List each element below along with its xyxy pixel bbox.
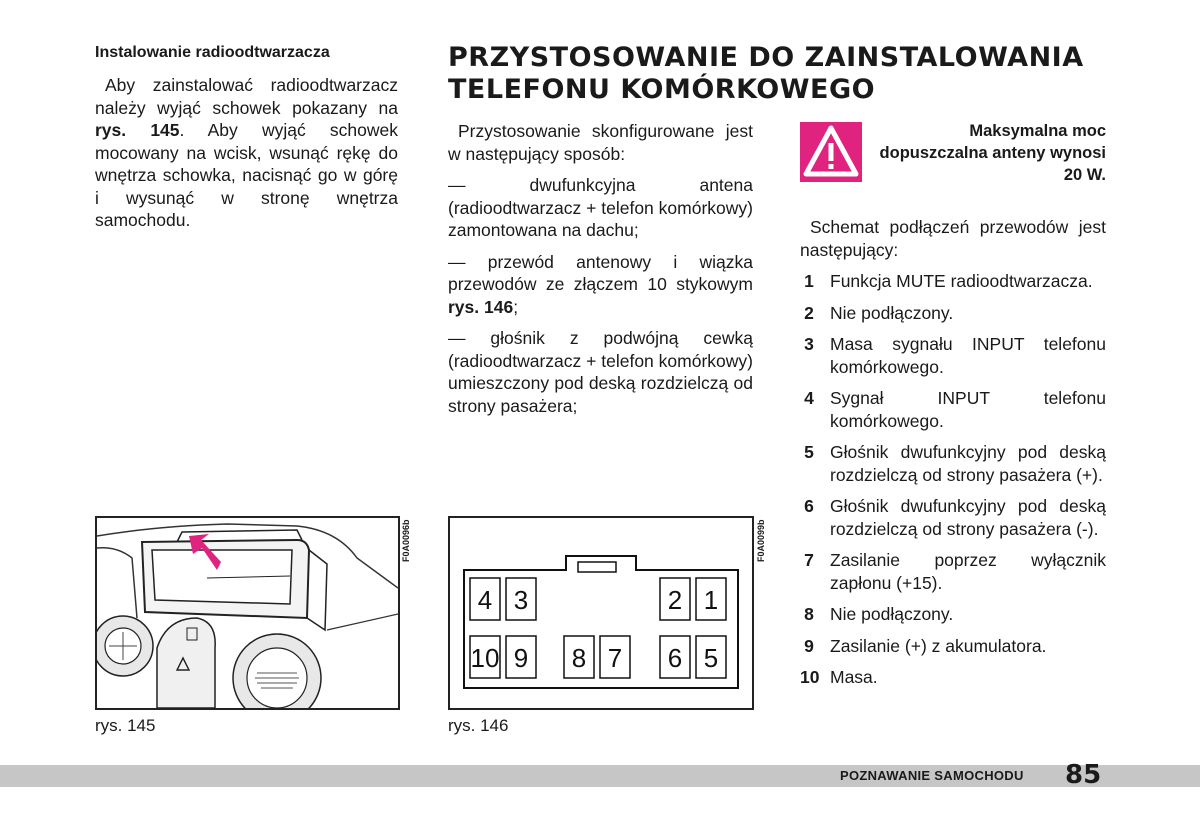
list-item: [800, 635, 1106, 658]
pinout-description: [800, 216, 1106, 698]
pin-description: Sygnał INPUT telefonu komórkowego.: [830, 388, 1106, 431]
pin-number: 3: [804, 334, 814, 354]
list-item: [800, 333, 1106, 378]
pin-number: 10: [800, 667, 820, 687]
warning-icon: [800, 122, 862, 182]
pin-label: 9: [513, 643, 529, 673]
adaptation-item-speaker: — głośnik z podwójną cewką (radioodtwarzacz + telefon komórkowy) umieszczony pod deską rozdzielczą od strony pasażera;: [448, 328, 753, 416]
adaptation-item-antenna: — dwufunkcyjna antena (radioodtwarzacz + telefon komórkowy) zamontowana na dachu;: [448, 175, 753, 240]
figure-glovebox: [95, 516, 400, 710]
pin-label: 2: [667, 585, 683, 615]
pin-description: Masa.: [830, 667, 878, 687]
pin-label: 5: [703, 643, 719, 673]
figure-ref-145: rys. 145: [95, 120, 180, 140]
pin-description: Funkcja MUTE radioodtwarzacza.: [830, 271, 1093, 291]
list-item: [800, 603, 1106, 626]
pin-label: 4: [477, 585, 493, 615]
pin-number: 5: [804, 442, 814, 462]
wiring-text-end: ;: [513, 296, 519, 317]
pin-description: Zasilanie (+) z akumulatora.: [830, 635, 1047, 656]
title-line-1: PRZYSTOSOWANIE DO ZAINSTALOWANIA: [448, 42, 1084, 73]
figure-code: F0A0096b: [401, 519, 411, 562]
figure-caption: rys. 145: [95, 716, 156, 735]
section-heading: Instalowanie radioodtwarzacza: [95, 44, 330, 61]
figure-code: F0A0099b: [756, 519, 766, 562]
pin-description: Nie podłączony.: [830, 604, 954, 624]
pin-description: Masa sygnału INPUT telefonu komórkowego.: [830, 334, 1106, 377]
warning-text: Maksymalna moc dopuszczalna anteny wynosi 20 W.: [879, 122, 1106, 184]
figure-caption: rys. 146: [448, 716, 509, 735]
pinout-intro: Schemat podłączeń przewodów jest następujący:: [800, 217, 1106, 260]
glovebox-illustration: [97, 518, 398, 708]
pin-number: 9: [804, 635, 814, 656]
pin-label: 6: [667, 643, 683, 673]
wiring-text: — przewód antenowy i wiązka przewodów ze złączem 10 stykowym: [448, 251, 753, 294]
install-text-a: Aby zainstalować radioodtwarzacz należy wyjąć schowek pokazany na: [95, 75, 398, 118]
pin-description: Zasilanie poprzez wyłącznik zapłonu (+15).: [830, 550, 1106, 593]
list-item: [800, 387, 1106, 432]
list-item: [800, 549, 1106, 594]
figure-connector: [448, 516, 754, 710]
pin-number: 1: [804, 271, 814, 291]
title-line-2: TELEFONU KOMÓRKOWEGO: [448, 74, 876, 105]
list-item: [800, 270, 1106, 293]
page-number: 85: [1065, 760, 1102, 790]
pin-label: 1: [703, 585, 719, 615]
pin-number: 4: [804, 388, 814, 408]
install-text-b: . Aby wyjąć schowek mocowany na wcisk, wsunąć rękę do wnętrza schowka, nacisnąć go w górę i wysunąć w stronę wnętrza samochodu.: [95, 120, 398, 230]
pin-label: 8: [571, 643, 587, 673]
pinout-list: [800, 270, 1106, 689]
list-item: [800, 441, 1106, 486]
pin-description: Nie podłączony.: [830, 302, 954, 323]
install-paragraph: [95, 74, 398, 241]
adaptation-intro: Przystosowanie skonfigurowane jest w następujący sposób:: [448, 121, 753, 164]
page-title: [448, 42, 1108, 106]
pin-number: 8: [804, 604, 814, 624]
figure-ref-146: rys. 146: [448, 296, 514, 317]
pin-description: Głośnik dwufunkcyjny pod deską rozdzielczą od strony pasażera (+).: [830, 442, 1106, 485]
list-item: [800, 495, 1106, 540]
pin-number: 2: [804, 302, 814, 323]
pin-label: 7: [607, 643, 623, 673]
connector-diagram: [450, 518, 752, 708]
pin-number: 7: [804, 550, 814, 570]
pin-description: Głośnik dwufunkcyjny pod deską rozdzielczą od strony pasażera (-).: [830, 496, 1106, 539]
pin-label: 3: [513, 585, 529, 615]
pin-label: 10: [470, 643, 500, 673]
adaptation-description: [448, 120, 753, 426]
list-item: [800, 666, 1106, 689]
footer-section-title: POZNAWANIE SAMOCHODU: [840, 768, 1024, 783]
list-item: [800, 302, 1106, 325]
adaptation-item-wiring: [448, 251, 753, 319]
pin-number: 6: [804, 496, 814, 516]
